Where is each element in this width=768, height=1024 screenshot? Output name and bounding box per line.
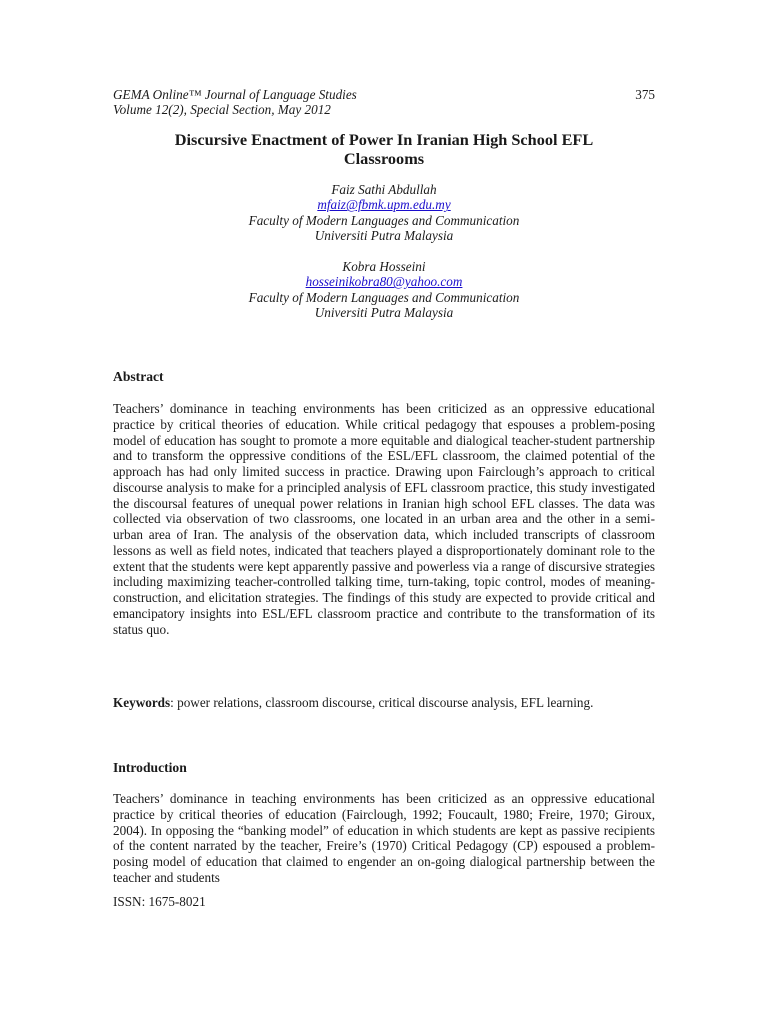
author-name: Faiz Sathi Abdullah [331, 182, 437, 197]
running-header [113, 87, 357, 117]
author-email-link[interactable]: hosseinikobra80@yahoo.com [305, 274, 463, 290]
keywords-label: Keywords [113, 695, 171, 710]
author-block-1 [113, 182, 655, 244]
journal-name: GEMA Online™ Journal of Language Studies [113, 87, 357, 102]
title-line-1: Discursive Enactment of Power In Iranian High School EFL [174, 130, 594, 149]
paper-title [113, 130, 655, 168]
introduction-heading: Introduction [113, 760, 187, 775]
volume-info: Volume 12(2), Special Section, May 2012 [113, 102, 331, 117]
author-email-link[interactable]: mfaiz@fbmk.upm.edu.my [317, 197, 451, 213]
author-university: Universiti Putra Malaysia [314, 305, 454, 321]
abstract-text: Teachers’ dominance in teaching environments has been criticized as an oppressive educational practice by critical theories of education. While critical pedagogy that espouses a problem-posing model of education has sought to promote a more equitable and dialogical teacher-student partnership and to transform the oppressive conditions of the ESL/EFL classroom, the claimed potential of the approach has had only limited success in practice. Drawing upon Fairclough’s approach to critical discourse analysis to make for a principled analysis of EFL classroom practice, this study investigated the discoursal features of unequal power relations in Iranian high school EFL classes. The data was collected via observation of two classrooms, one located in an urban area and the other in a semi-urban area of Iran. The analysis of the observation data, which included transcripts of classroom lessons as well as field notes, indicated that teachers played a disproportionately dominant role to the extent that the students were kept apparently passive and powerless via a range of discursive strategies including maximizing teacher-controlled talking time, turn-taking, topic control, modes of meaning-construction, and elicitation strategies. The findings of this study are expected to provide critical and emancipatory insights into ESL/EFL classroom practice and contribute to the transformation of its status quo. [113, 401, 655, 637]
author-faculty: Faculty of Modern Languages and Communication [248, 289, 520, 305]
author-faculty: Faculty of Modern Languages and Communication [248, 212, 520, 228]
author-block-2 [113, 259, 655, 321]
abstract-heading: Abstract [113, 369, 164, 384]
page-number: 375 [635, 87, 655, 102]
keywords-paragraph [113, 695, 655, 711]
author-name: Kobra Hosseini [342, 259, 426, 274]
author-university: Universiti Putra Malaysia [314, 228, 454, 244]
title-line-2: Classrooms [343, 149, 425, 168]
keywords-text: : power relations, classroom discourse, critical discourse analysis, EFL learning. [170, 695, 594, 710]
issn-footer: ISSN: 1675-8021 [113, 894, 206, 909]
introduction-text: Teachers’ dominance in teaching environments has been criticized as an oppressive educational practice by critical theories of education (Fairclough, 1992; Foucault, 1980; Freire, 1970; Giroux, 2004). In opposing the “banking model” of education in which students are kept as passive recipients of the content narrated by the teacher, Freire’s (1970) Critical Pedagogy (CP) espoused a problem-posing model of education that claimed to engender an on-going dialogical partnership between the teacher and students [113, 791, 655, 885]
